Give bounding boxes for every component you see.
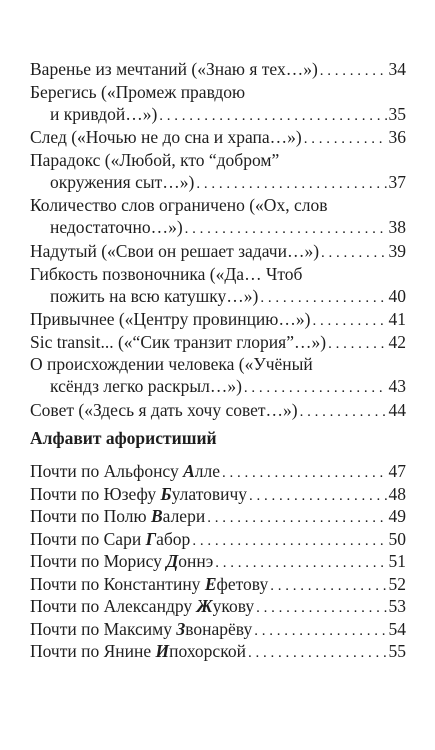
toc-entry-title bbox=[30, 460, 220, 482]
table-of-contents-part-1 bbox=[30, 58, 406, 422]
toc-page-number: 41 bbox=[388, 309, 406, 330]
dot-leader bbox=[196, 173, 386, 195]
toc-entry-title: Sic transit... («“Сик транзит глория”…») bbox=[30, 331, 327, 352]
dot-leader bbox=[192, 530, 386, 552]
entry-prefix: Почти по bbox=[30, 483, 100, 504]
toc-page-number: 50 bbox=[388, 528, 406, 549]
surname-initial: И bbox=[155, 641, 170, 661]
toc-page-number: 54 bbox=[388, 618, 406, 639]
entry-prefix: Почти по bbox=[30, 618, 100, 639]
surname-initial: Г bbox=[145, 528, 157, 549]
toc-entry bbox=[30, 126, 406, 148]
toc-entry-title-continuation: недостаточно…») bbox=[50, 217, 183, 238]
surname-rest: похорской bbox=[169, 641, 246, 661]
toc-entry bbox=[30, 240, 406, 262]
toc-entry bbox=[30, 573, 406, 596]
entry-prefix: Почти по bbox=[30, 461, 100, 481]
toc-entry-title bbox=[30, 595, 254, 617]
toc-entry bbox=[30, 618, 406, 641]
surname-rest: лле bbox=[194, 461, 221, 481]
surname-initial: Ж bbox=[196, 596, 213, 616]
toc-entry-title-continuation: пожить на всю катушку…») bbox=[50, 285, 259, 306]
author-first-name: Сари bbox=[103, 528, 142, 549]
toc-entry bbox=[30, 640, 406, 663]
toc-entry bbox=[30, 353, 406, 398]
dot-leader bbox=[207, 507, 386, 529]
toc-entry-title: Парадокс («Любой, кто “добром” bbox=[30, 149, 280, 170]
toc-page-number: 35 bbox=[388, 103, 406, 124]
toc-entry-title bbox=[30, 573, 268, 595]
toc-entry bbox=[30, 460, 406, 483]
dot-leader bbox=[312, 310, 386, 332]
toc-entry-title: О происхождении человека («Учёный bbox=[30, 354, 313, 375]
toc-entry bbox=[30, 595, 406, 618]
dot-leader bbox=[249, 485, 386, 507]
surname-initial: Б bbox=[160, 483, 172, 504]
toc-page-number: 51 bbox=[388, 551, 406, 571]
toc-page-number: 47 bbox=[388, 461, 406, 481]
toc-entry-title bbox=[30, 483, 247, 505]
entry-prefix: Почти по bbox=[30, 573, 100, 594]
table-of-contents-part-2 bbox=[30, 460, 406, 663]
surname-rest: алери bbox=[162, 506, 206, 526]
toc-page-number: 40 bbox=[388, 285, 406, 306]
toc-entry-title-continuation: и кривдой…») bbox=[50, 103, 158, 124]
toc-page-number: 38 bbox=[388, 217, 406, 238]
entry-prefix: Почти по bbox=[30, 506, 100, 526]
toc-entry-title: Совет («Здесь я дать хочу совет…») bbox=[30, 399, 298, 420]
toc-entry bbox=[30, 550, 406, 573]
toc-entry-title-continuation: ксёндз легко раскрыл…») bbox=[50, 376, 242, 397]
toc-entry bbox=[30, 483, 406, 506]
surname-initial: В bbox=[150, 506, 163, 526]
surname-rest: оннэ bbox=[178, 551, 214, 571]
toc-page-number: 55 bbox=[388, 641, 406, 661]
surname-rest: абор bbox=[156, 528, 191, 549]
toc-entry bbox=[30, 308, 406, 330]
toc-page-number: 39 bbox=[388, 240, 406, 261]
dot-leader bbox=[270, 575, 386, 597]
toc-entry-title: Гибкость позвоночника («Да… Чтоб bbox=[30, 263, 303, 284]
dot-leader bbox=[260, 287, 386, 309]
entry-prefix: Почти по bbox=[30, 596, 100, 616]
toc-entry bbox=[30, 528, 406, 551]
toc-entry-title: Количество слов ограничено («Ох, слов bbox=[30, 195, 328, 216]
dot-leader bbox=[256, 597, 386, 619]
toc-entry bbox=[30, 194, 406, 239]
dot-leader bbox=[222, 462, 386, 484]
surname-initial: А bbox=[183, 461, 195, 481]
dot-leader bbox=[320, 60, 387, 82]
dot-leader bbox=[328, 333, 386, 355]
toc-entry bbox=[30, 81, 406, 126]
author-first-name: Максиму bbox=[103, 618, 172, 639]
author-first-name: Полю bbox=[103, 506, 147, 526]
toc-entry-title bbox=[30, 528, 190, 550]
toc-entry-title bbox=[30, 505, 205, 527]
toc-entry-title bbox=[30, 550, 213, 572]
toc-page-number: 34 bbox=[388, 59, 406, 79]
toc-entry-title: Берегись («Промеж правдою bbox=[30, 81, 246, 102]
entry-prefix: Почти по bbox=[30, 528, 100, 549]
dot-leader bbox=[248, 642, 387, 664]
toc-entry bbox=[30, 58, 406, 80]
toc-page-number: 37 bbox=[388, 171, 406, 192]
author-first-name: Александру bbox=[103, 596, 193, 616]
toc-entry-title-continuation: окружения сыт…») bbox=[50, 171, 195, 192]
toc-entry bbox=[30, 505, 406, 528]
dot-leader bbox=[244, 377, 387, 399]
dot-leader bbox=[185, 218, 387, 240]
dot-leader bbox=[304, 128, 387, 150]
toc-entry bbox=[30, 149, 406, 194]
toc-entry-title: Варенье из мечтаний («Знаю я тех…») bbox=[30, 59, 318, 79]
toc-page-number: 42 bbox=[388, 331, 406, 352]
toc-page-number: 48 bbox=[388, 483, 406, 504]
dot-leader bbox=[254, 620, 386, 642]
section-heading: Алфавит афористиший bbox=[30, 428, 217, 448]
toc-page-number: 53 bbox=[388, 596, 406, 616]
toc-entry-title bbox=[30, 618, 252, 640]
toc-entry bbox=[30, 263, 406, 308]
toc-page-number: 36 bbox=[388, 127, 406, 148]
surname-initial: Е bbox=[204, 573, 217, 594]
toc-page-number: 43 bbox=[388, 376, 406, 397]
author-first-name: Янине bbox=[103, 641, 152, 661]
surname-rest: укову bbox=[212, 596, 255, 616]
toc-entry-title: Надутый («Свои он решает задачи…») bbox=[30, 240, 320, 261]
author-first-name: Альфонсу bbox=[103, 461, 179, 481]
toc-page-number: 44 bbox=[388, 399, 406, 420]
dot-leader bbox=[159, 105, 386, 127]
author-first-name: Константину bbox=[103, 573, 201, 594]
surname-initial: З bbox=[176, 618, 186, 639]
author-first-name: Морису bbox=[103, 551, 162, 571]
toc-entry bbox=[30, 331, 406, 353]
toc-page-number: 49 bbox=[388, 506, 406, 526]
surname-rest: улатовичу bbox=[171, 483, 248, 504]
toc-entry-title: Привычнее («Центру провинцию…») bbox=[30, 309, 311, 330]
toc-entry bbox=[30, 399, 406, 421]
dot-leader bbox=[300, 401, 387, 423]
surname-rest: вонарёву bbox=[185, 618, 253, 639]
dot-leader bbox=[321, 242, 386, 264]
entry-prefix: Почти по bbox=[30, 641, 100, 661]
toc-entry-title: След («Ночью не до сна и храпа…») bbox=[30, 127, 302, 148]
surname-rest: фетову bbox=[216, 573, 269, 594]
author-first-name: Юзефу bbox=[103, 483, 157, 504]
toc-page-number: 52 bbox=[388, 573, 406, 594]
toc-entry-title bbox=[30, 640, 246, 662]
surname-initial: Д bbox=[166, 551, 179, 571]
dot-leader bbox=[215, 552, 386, 574]
entry-prefix: Почти по bbox=[30, 551, 100, 571]
